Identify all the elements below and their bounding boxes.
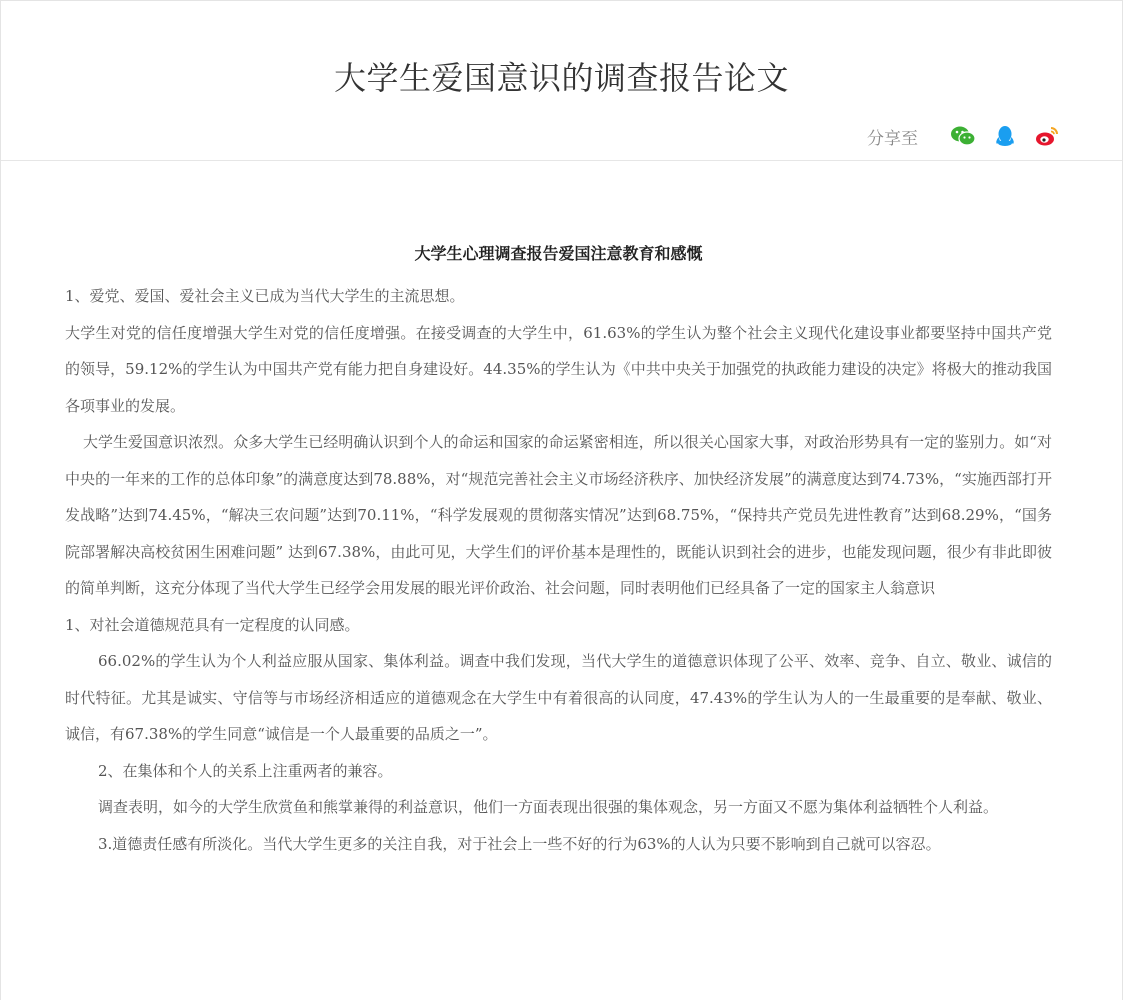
paragraph: 1、对社会道德规范具有一定程度的认同感。 (65, 615, 360, 634)
wechat-icon[interactable] (950, 123, 976, 149)
paragraph: 2、在集体和个人的关系上注重两者的兼容。 (98, 761, 393, 780)
share-bar (867, 121, 1060, 151)
paragraph: 调查表明，如今的大学生欣赏鱼和熊掌兼得的利益意识，他们一方面表现出很强的集体观念，另一方面又不愿为集体利益牺牲个人利益。 (98, 798, 999, 816)
paragraph: 大学生爱国意识浓烈。众多大学生已经明确认识到个人的命运和国家的命运紧密相连，所以很关心国家大事，对政治形势具有一定的鉴别力。如“对中央的一年来的工作的总体印象”的满意度达到78.88%，对“规范完善社会主义市场经济秩序、加快经济发展”的满意度达到74.73%，“实施西部打开发战略”达到74.45%，“解决三农问题”达到70.11%，“科学发展观的贯彻落实情况”达到68.75%，“保持共产党员先进性教育”达到68.29%，“国务院部署解决高校贫困生困难问题” 达到67.38%，由此可见，大学生们的评价基本是理性的，既能认识到社会的进步，也能发现问题，很少有非此即彼的简单判断，这充分体现了当代大学生已经学会用发展的眼光评价政治、社会问题，同时表明他们已经具备了一定的国家主人翁意识 (65, 433, 1052, 597)
paragraph: 3.道德责任感有所淡化。当代大学生更多的关注自我，对于社会上一些不好的行为63%的人认为只要不影响到自己就可以容忍。 (98, 834, 941, 853)
article-body (65, 241, 1052, 862)
paragraph: 1、爱党、爱国、爱社会主义已成为当代大学生的主流思想。 (65, 287, 465, 305)
page-title: 大学生爱国意识的调查报告论文 (333, 59, 789, 97)
weibo-icon[interactable] (1034, 123, 1060, 149)
paragraph: 66.02%的学生认为个人利益应服从国家、集体利益。调查中我们发现，当代大学生的道德意识体现了公平、效率、竞争、自立、敬业、诚信的时代特征。尤其是诚实、守信等与市场经济相适应的道德观念在大学生中有着很高的认同度，47.43%的学生认为人的一生最重要的是奉献、敬业、诚信，有67.38%的学生同意“诚信是一个人最重要的品质之一”。 (65, 652, 1052, 743)
header (1, 1, 1122, 161)
article-subtitle: 大学生心理调查报告爱国注意教育和感慨 (414, 244, 703, 263)
qq-icon[interactable] (992, 123, 1018, 149)
paragraph: 大学生对党的信任度增强大学生对党的信任度增强。在接受调查的大学生中，61.63%的学生认为整个社会主义现代化建设事业都要坚持中国共产党的领导，59.12%的学生认为中国共产党有能力把自身建设好。44.35%的学生认为《中共中央关于加强党的执政能力建设的决定》将极大的推动我国各项事业的发展。 (65, 323, 1052, 415)
share-label: 分享至 (867, 128, 918, 149)
